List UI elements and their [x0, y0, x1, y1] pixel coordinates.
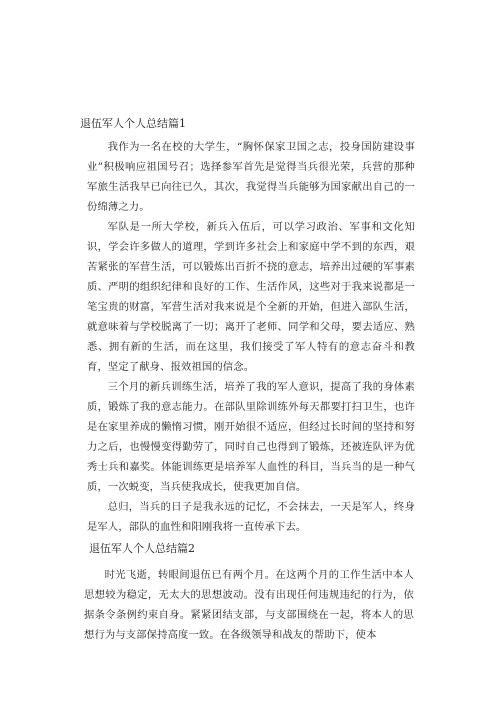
paragraph: 我作为一名在校的大学生，“胸怀保家卫国之志，投身国防建设事业”积极响应祖国号召；选择参军首先是觉得当兵很光荣，兵营的那种军旅生活我早已向往已久，其次，我觉得当兵能够为国家献出自己的一份绵薄之力。 [87, 141, 415, 213]
section-title: 退伍军人个人总结篇2 [89, 542, 195, 555]
paragraph: 军队是一所大学校，新兵入伍后，可以学习政治、军事和文化知识，学会许多做人的道理，学到许多社会上和家庭中学不到的东西，艰苦紧张的军营生活，可以锻炼出百折不挠的意志，培养出过硬的军事素质、严明的组织纪律和良好的工作、生活作风，这些对于我来说都是一笔宝贵的财富，军营生活对我来说是个全新的开始，但进入部队生活，就意味着与学校脱离了一切；离开了老师、同学和父母，要去适应、熟悉、拥有新的生活，而在这里，我们接受了军人特有的意志奋斗和教育，坚定了献身、报效祖国的信念。 [87, 221, 415, 373]
paragraph: 总归，当兵的日子是我永远的记忆，不会抹去，一天是军人，终身是军人，部队的血性和阳刚我将一直传承下去。 [87, 501, 415, 533]
summary-section-1 [0, 117, 500, 537]
section-title: 退伍军人个人总结篇1 [80, 117, 186, 130]
summary-section-2 [0, 542, 500, 645]
paragraph: 时光飞逝，转眼间退伍已有两个月。在这两个月的工作生活中本人思想较为稳定，无太大的思想波动。没有出现任何违规违纪的行为，依据条令条例约束自身。紧紧团结支部，与支部围绕在一起，将本人的思想行为与支部保持高度一致。在各级领导和战友的帮助下，使本 [84, 569, 414, 641]
paragraph: 三个月的新兵训练生活，培养了我的军人意识，提高了我的身体素质，锻炼了我的意志能力。在部队里除训练外每天都要打扫卫生，也许是在家里养成的懒惰习惯，刚开始很不适应，但经过长时间的坚持和努力之后，也慢慢变得勤劳了，同时自己也得到了锻炼，还被连队评为优秀士兵和嘉奖。体能训练更是培养军人血性的科目，当兵当的是一种气质，一次蜕变，当兵使我成长，使我更加自信。 [87, 381, 415, 493]
